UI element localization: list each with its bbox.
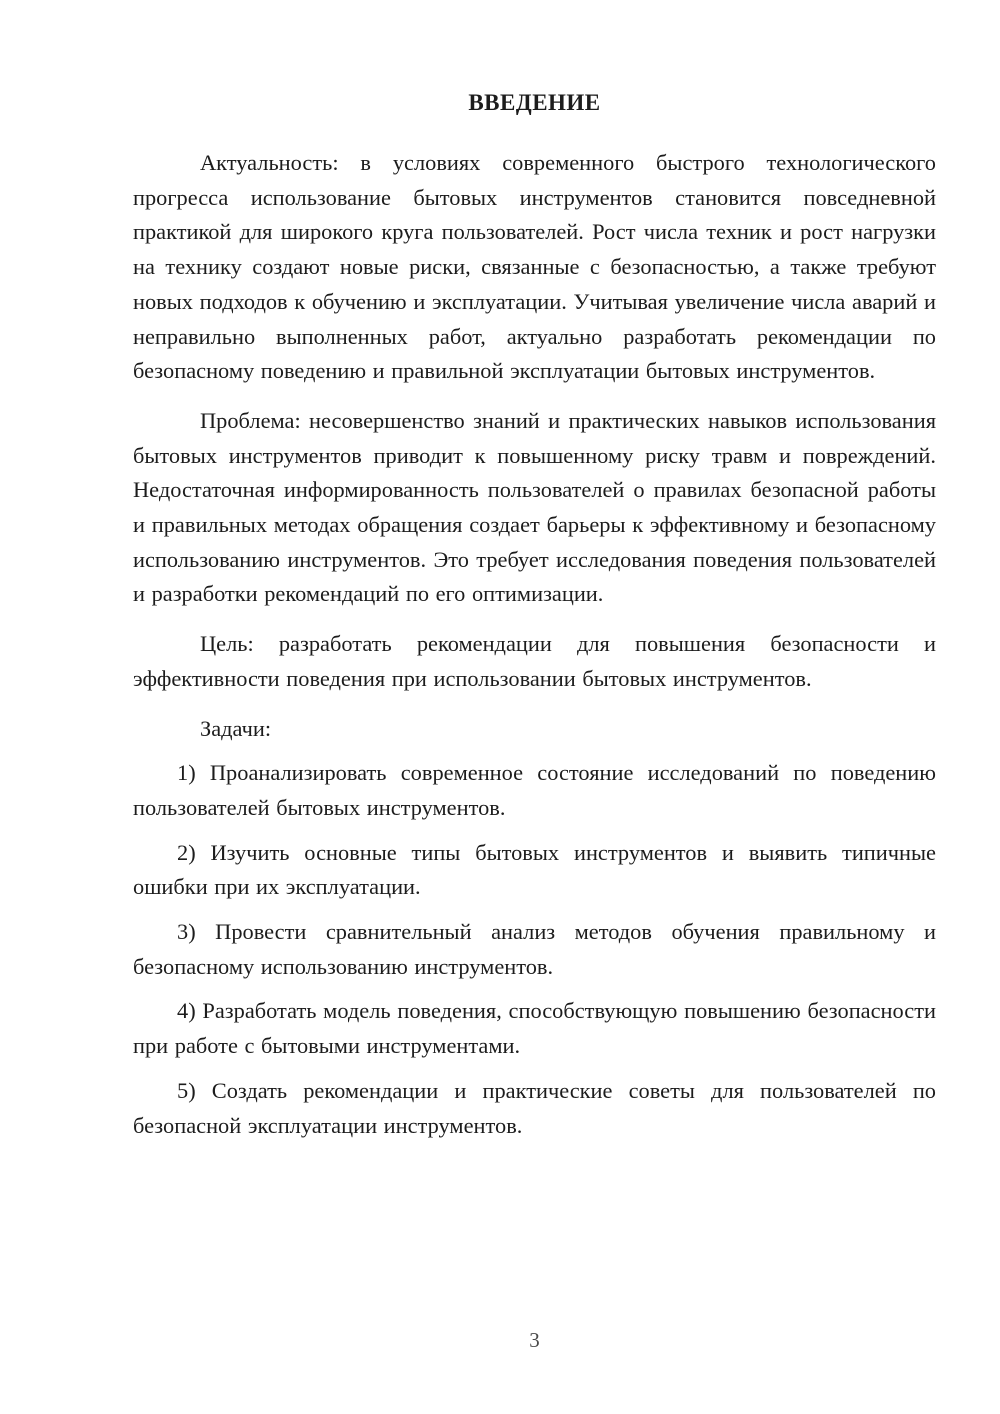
task-item-3: 3) Провести сравнительный анализ методов обучения правильному и безопасному использованию инструментов. — [133, 919, 936, 979]
page-number: 3 — [529, 1328, 540, 1352]
task-item-5: 5) Создать рекомендации и практические советы для пользователей по безопасной эксплуатации инструментов. — [133, 1077, 936, 1138]
paragraph-relevance: Актуальность: в условиях современного быстрого технологического прогресса использование бытовых инструментов становится повседневной практикой для широкого круга пользователей. Рост числа техник и рост нагрузки на технику создают новые риски, связанные с безопасностью, а также требуют новых подходов к обучению и эксплуатации. Учитывая увеличение числа аварий и неправильно выполненных работ, актуально разработать рекомендации по безопасному поведению и правильной эксплуатации бытовых инструментов. — [133, 150, 936, 384]
paragraph-goal: Цель: разработать рекомендации для повышения безопасности и эффективности поведения при использовании бытовых инструментов. — [133, 631, 936, 691]
paragraph-problem: Проблема: несовершенство знаний и практических навыков использования бытовых инструментов приводит к повышенному риску травм и повреждений. Недостаточная информированность пользователей о правилах безопасной работы и правильных методах обращения создает барьеры к эффективному и безопасному использованию инструментов. Это требует исследования поведения пользователей и разработки рекомендаций по его оптимизации. — [133, 407, 936, 607]
task-item-1: 1) Проанализировать современное состояние исследований по поведению пользователей бытовых инструментов. — [133, 760, 936, 820]
task-item-4: 4) Разработать модель поведения, способствующую повышению безопасности при работе с бытовыми инструментами. — [133, 998, 936, 1059]
task-item-2: 2) Изучить основные типы бытовых инструментов и выявить типичные ошибки при их эксплуатации. — [133, 839, 936, 900]
document-content — [133, 0, 936, 1153]
tasks-heading: Задачи: — [200, 715, 272, 741]
page-title: ВВЕДЕНИЕ — [468, 90, 601, 115]
